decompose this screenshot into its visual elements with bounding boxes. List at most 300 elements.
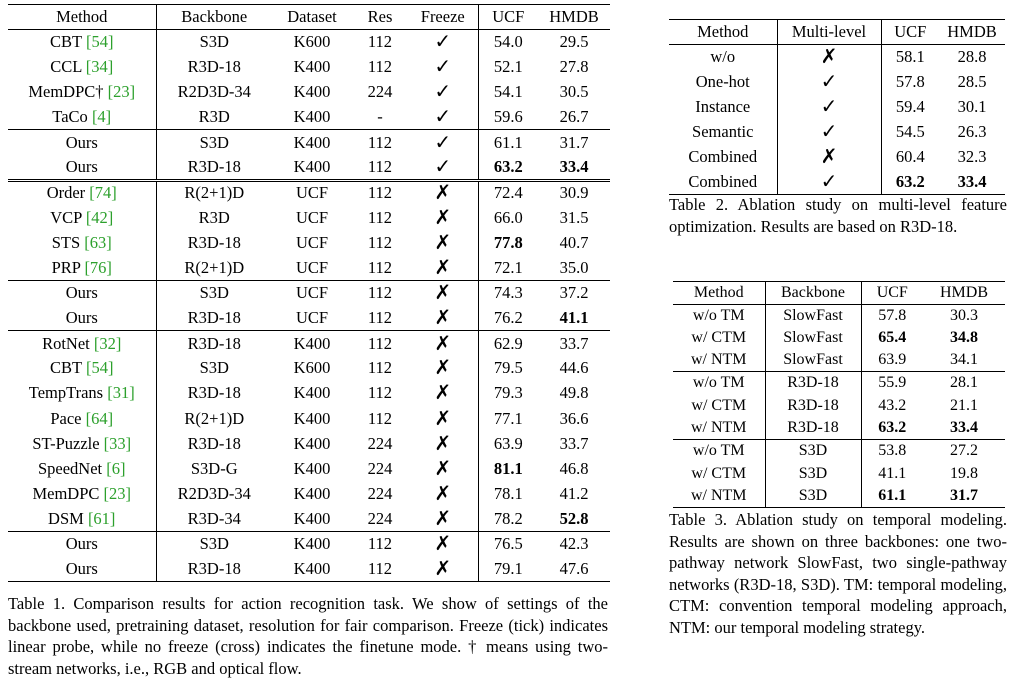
table-row bbox=[673, 394, 1005, 417]
cross-icon: ✗ bbox=[434, 505, 452, 530]
multi-level-cell bbox=[777, 120, 881, 145]
column-header: UCF bbox=[861, 282, 923, 305]
hmdb-cell: 28.5 bbox=[957, 72, 987, 91]
citation-link[interactable]: [33] bbox=[103, 433, 132, 453]
backbone-cell: R2D3D-34 bbox=[177, 82, 251, 102]
hmdb-cell: 31.7 bbox=[538, 130, 610, 155]
method-cell: SpeedNet [6] bbox=[8, 456, 156, 481]
ucf-cell: 77.8 bbox=[493, 232, 523, 252]
method-cell: w/o bbox=[669, 45, 777, 70]
ucf-cell: 65.4 bbox=[878, 328, 907, 346]
ucf-cell: 79.5 bbox=[493, 358, 523, 378]
method-cell: Ours bbox=[8, 531, 156, 556]
resolution-cell: 112 bbox=[367, 156, 393, 176]
dataset-cell: UCF bbox=[295, 232, 329, 252]
table-row bbox=[673, 327, 1005, 350]
table-row bbox=[8, 431, 610, 456]
cross-icon: ✗ bbox=[820, 44, 838, 69]
backbone-cell: R3D-18 bbox=[187, 307, 241, 327]
cross-icon: ✗ bbox=[434, 555, 452, 580]
method-cell: PRP [76] bbox=[8, 255, 156, 280]
backbone-cell: SlowFast bbox=[765, 327, 861, 350]
table-row bbox=[673, 440, 1005, 463]
cross-icon: ✗ bbox=[434, 280, 452, 305]
hmdb-cell: 30.3 bbox=[950, 306, 978, 324]
hmdb-cell: 31.5 bbox=[559, 207, 589, 227]
dataset-cell: K400 bbox=[293, 483, 331, 503]
hmdb-cell: 40.7 bbox=[559, 232, 589, 252]
cross-icon: ✗ bbox=[434, 430, 452, 455]
tick-icon: ✓ bbox=[820, 168, 838, 193]
ucf-cell: 78.2 bbox=[493, 508, 523, 528]
backbone-cell: S3D bbox=[765, 462, 861, 485]
method-cell: TempTrans [31] bbox=[8, 381, 156, 406]
freeze-cell bbox=[408, 80, 478, 105]
resolution-cell: 112 bbox=[367, 558, 393, 578]
freeze-cell bbox=[408, 255, 478, 280]
resolution-cell: 112 bbox=[367, 307, 393, 327]
dataset-cell: K400 bbox=[293, 458, 331, 478]
citation-link[interactable]: [31] bbox=[107, 383, 135, 403]
cross-icon: ✗ bbox=[434, 355, 452, 380]
citation-link[interactable]: [61] bbox=[87, 508, 116, 528]
dataset-cell: K400 bbox=[293, 82, 331, 102]
resolution-cell: 112 bbox=[367, 257, 393, 277]
backbone-cell: R3D-34 bbox=[187, 508, 241, 528]
column-header: HMDB bbox=[923, 282, 1005, 305]
method-cell: CBT [54] bbox=[8, 356, 156, 381]
table-row bbox=[669, 70, 1005, 95]
hmdb-cell: 26.3 bbox=[957, 122, 987, 141]
table-row bbox=[8, 155, 610, 180]
citation-link[interactable]: [64] bbox=[85, 408, 114, 428]
hmdb-cell: 28.1 bbox=[923, 372, 1005, 395]
ucf-cell: 41.1 bbox=[878, 464, 907, 482]
freeze-cell bbox=[408, 281, 478, 306]
citation-link[interactable]: [74] bbox=[89, 183, 117, 203]
table-2-multi-level-ablation bbox=[669, 19, 1005, 195]
resolution-cell: 112 bbox=[367, 32, 393, 52]
method-cell: Pace [64] bbox=[8, 406, 156, 431]
method-cell: Combined bbox=[669, 170, 777, 195]
resolution-cell: 224 bbox=[367, 508, 393, 528]
resolution-cell: 224 bbox=[367, 82, 393, 102]
table-row bbox=[669, 45, 1005, 70]
method-cell: Order [74] bbox=[8, 180, 156, 205]
method-cell: Ours bbox=[8, 130, 156, 155]
hmdb-cell: 31.7 bbox=[950, 486, 978, 504]
hmdb-cell: 33.7 bbox=[538, 331, 610, 356]
hmdb-cell: 33.4 bbox=[957, 171, 987, 191]
backbone-cell: R3D-18 bbox=[187, 232, 241, 252]
hmdb-cell: 44.6 bbox=[559, 358, 589, 378]
table-row bbox=[8, 381, 610, 406]
method-cell: CBT [54] bbox=[8, 30, 156, 55]
freeze-cell bbox=[408, 481, 478, 506]
column-header: UCF bbox=[478, 5, 538, 30]
column-header: Res bbox=[352, 5, 408, 30]
method-cell: Ours bbox=[8, 557, 156, 582]
method-cell: RotNet [32] bbox=[8, 331, 156, 356]
cross-icon: ✗ bbox=[434, 455, 452, 480]
ucf-cell: 54.0 bbox=[493, 32, 523, 52]
resolution-cell: 112 bbox=[367, 207, 393, 227]
hmdb-cell: 46.8 bbox=[559, 458, 589, 478]
ucf-cell: 63.2 bbox=[878, 419, 907, 437]
backbone-cell: R3D-18 bbox=[156, 331, 272, 356]
hmdb-cell: 30.9 bbox=[538, 180, 610, 205]
table-row bbox=[8, 356, 610, 381]
backbone-cell: S3D bbox=[199, 358, 229, 378]
hmdb-cell: 42.3 bbox=[538, 531, 610, 556]
ucf-cell: 53.8 bbox=[861, 440, 923, 463]
hmdb-cell: 52.8 bbox=[559, 508, 589, 528]
resolution-cell: 112 bbox=[352, 130, 408, 155]
citation-link[interactable]: [42] bbox=[85, 207, 114, 227]
backbone-cell: S3D bbox=[156, 531, 272, 556]
method-cell: w/o TM bbox=[673, 304, 765, 327]
cross-icon: ✗ bbox=[434, 180, 452, 205]
hmdb-cell: 28.8 bbox=[957, 47, 987, 67]
hmdb-cell: 27.2 bbox=[923, 440, 1005, 463]
freeze-cell bbox=[408, 331, 478, 356]
table-row bbox=[8, 557, 610, 582]
backbone-cell: R3D-18 bbox=[187, 433, 241, 453]
dataset-cell: K400 bbox=[293, 408, 331, 428]
table-row bbox=[673, 349, 1005, 372]
table-row bbox=[8, 531, 610, 556]
table-row bbox=[8, 105, 610, 130]
table-row bbox=[673, 485, 1005, 508]
column-header: Method bbox=[8, 5, 156, 30]
multi-level-cell bbox=[777, 95, 881, 120]
table-row bbox=[8, 30, 610, 55]
freeze-cell bbox=[408, 180, 478, 205]
hmdb-cell: 33.4 bbox=[559, 156, 589, 176]
dataset-cell: UCF bbox=[295, 257, 329, 277]
table-row bbox=[673, 304, 1005, 327]
column-header: Dataset bbox=[272, 5, 352, 30]
hmdb-cell: 35.0 bbox=[559, 257, 589, 277]
table-row bbox=[8, 255, 610, 280]
table-row bbox=[8, 230, 610, 255]
table-row bbox=[8, 331, 610, 356]
tick-icon: ✓ bbox=[820, 94, 838, 118]
hmdb-cell: 30.1 bbox=[957, 97, 987, 116]
backbone-cell: S3D bbox=[765, 485, 861, 508]
ucf-cell: 57.8 bbox=[878, 306, 907, 324]
ucf-cell: 63.2 bbox=[895, 171, 925, 191]
citation-link[interactable]: [34] bbox=[85, 57, 114, 77]
ucf-cell: 72.4 bbox=[478, 180, 538, 205]
column-header: HMDB bbox=[538, 5, 610, 30]
method-cell: MemDPC† [23] bbox=[8, 80, 156, 105]
method-cell: w/ NTM bbox=[673, 417, 765, 440]
freeze-cell bbox=[408, 105, 478, 130]
ucf-cell: 74.3 bbox=[478, 281, 538, 306]
ucf-cell: 58.1 bbox=[895, 47, 925, 67]
cross-icon: ✗ bbox=[434, 229, 452, 254]
hmdb-cell: 41.2 bbox=[559, 483, 589, 503]
ucf-cell: 76.2 bbox=[493, 307, 523, 327]
method-cell: STS [63] bbox=[8, 230, 156, 255]
hmdb-cell: 41.1 bbox=[559, 307, 589, 327]
hmdb-cell: 30.5 bbox=[559, 82, 589, 102]
tick-icon: ✓ bbox=[434, 29, 452, 54]
resolution-cell: 224 bbox=[367, 483, 393, 503]
column-header: Backbone bbox=[156, 5, 272, 30]
resolution-cell: 112 bbox=[367, 57, 393, 77]
table-1-caption: Table 1. Comparison results for action recognition task. We show of settings of the backbone used, pretraining dataset, resolution for fair comparison. Freeze (tick) indicates linear probe, while no freeze (cross) indicates the finetune mode. † means using two-stream networks, i.e., RGB and optical flow. bbox=[8, 594, 608, 678]
dataset-cell: K400 bbox=[272, 531, 352, 556]
citation-link[interactable]: [23] bbox=[103, 483, 132, 503]
table-row bbox=[8, 130, 610, 155]
ucf-cell: 63.9 bbox=[878, 351, 907, 369]
column-header: Method bbox=[669, 20, 777, 45]
ucf-cell: 79.3 bbox=[493, 383, 523, 403]
dataset-cell: K400 bbox=[293, 57, 331, 77]
ucf-cell: 78.1 bbox=[493, 483, 523, 503]
freeze-cell bbox=[408, 456, 478, 481]
tick-icon: ✓ bbox=[434, 54, 452, 79]
method-cell: Combined bbox=[669, 145, 777, 170]
cross-icon: ✗ bbox=[434, 531, 452, 556]
ucf-cell: 54.1 bbox=[493, 82, 523, 102]
method-cell: MemDPC [23] bbox=[8, 481, 156, 506]
table-row bbox=[673, 417, 1005, 440]
method-cell: TaCo [4] bbox=[8, 105, 156, 130]
resolution-cell: 224 bbox=[367, 458, 393, 478]
backbone-cell: R3D-18 bbox=[187, 558, 241, 578]
dataset-cell: K600 bbox=[293, 32, 331, 52]
resolution-cell: 112 bbox=[367, 358, 393, 378]
table-row bbox=[669, 95, 1005, 120]
table-row bbox=[669, 145, 1005, 170]
hmdb-cell: 26.7 bbox=[559, 107, 589, 127]
freeze-cell bbox=[408, 356, 478, 381]
freeze-cell bbox=[408, 30, 478, 55]
table-row bbox=[8, 506, 610, 531]
ucf-cell: 52.1 bbox=[493, 57, 523, 77]
table-row bbox=[8, 80, 610, 105]
citation-link[interactable]: [63] bbox=[84, 232, 112, 252]
table-row bbox=[669, 120, 1005, 145]
table-row bbox=[8, 55, 610, 80]
dataset-cell: K600 bbox=[293, 358, 331, 378]
ucf-cell: 54.5 bbox=[895, 122, 925, 141]
backbone-cell: R3D bbox=[198, 207, 230, 227]
table-row bbox=[673, 462, 1005, 485]
multi-level-cell bbox=[777, 145, 881, 170]
column-header: UCF bbox=[881, 20, 939, 45]
tick-icon: ✓ bbox=[820, 69, 838, 93]
hmdb-cell: 34.1 bbox=[950, 351, 978, 369]
freeze-cell bbox=[408, 306, 478, 331]
freeze-cell bbox=[408, 381, 478, 406]
freeze-cell bbox=[408, 130, 478, 155]
tick-icon: ✓ bbox=[434, 79, 452, 104]
backbone-cell: R3D-18 bbox=[187, 57, 241, 77]
ucf-cell: 55.9 bbox=[861, 372, 923, 395]
method-cell: One-hot bbox=[669, 70, 777, 95]
resolution-cell: 112 bbox=[367, 232, 393, 252]
dataset-cell: K400 bbox=[293, 156, 331, 176]
hmdb-cell: 32.3 bbox=[957, 147, 987, 166]
table-header-row bbox=[669, 20, 1005, 45]
ucf-cell: 79.1 bbox=[493, 558, 523, 578]
freeze-cell bbox=[408, 155, 478, 180]
dataset-cell: UCF bbox=[295, 207, 329, 227]
ucf-cell: 63.9 bbox=[493, 433, 523, 453]
cross-icon: ✗ bbox=[434, 405, 452, 430]
column-header: HMDB bbox=[939, 20, 1005, 45]
resolution-cell: 112 bbox=[352, 331, 408, 356]
backbone-cell: R3D-18 bbox=[187, 383, 241, 403]
dataset-cell: UCF bbox=[272, 281, 352, 306]
ucf-cell: 60.4 bbox=[895, 147, 925, 166]
hmdb-cell: 29.5 bbox=[559, 32, 589, 52]
dataset-cell: K400 bbox=[293, 508, 331, 528]
method-cell: Semantic bbox=[669, 120, 777, 145]
dataset-cell: K400 bbox=[272, 130, 352, 155]
method-cell: w/o TM bbox=[673, 372, 765, 395]
freeze-cell bbox=[408, 205, 478, 230]
table-row bbox=[8, 205, 610, 230]
table-row bbox=[8, 456, 610, 481]
backbone-cell: R3D-18 bbox=[187, 156, 241, 176]
freeze-cell bbox=[408, 557, 478, 582]
method-cell: w/ CTM bbox=[673, 327, 765, 350]
freeze-cell bbox=[408, 506, 478, 531]
hmdb-cell: 19.8 bbox=[950, 464, 978, 482]
backbone-cell: R3D-18 bbox=[765, 372, 861, 395]
ucf-cell: 43.2 bbox=[878, 396, 907, 414]
dataset-cell: UCF bbox=[272, 180, 352, 205]
method-cell: w/ CTM bbox=[673, 462, 765, 485]
column-header: Multi-level bbox=[777, 20, 881, 45]
tick-icon: ✓ bbox=[820, 119, 838, 143]
citation-link[interactable]: [32] bbox=[93, 333, 122, 353]
method-cell: w/o TM bbox=[673, 440, 765, 463]
column-header: Method bbox=[673, 282, 765, 305]
resolution-cell: 112 bbox=[367, 383, 393, 403]
ucf-cell: 61.1 bbox=[878, 486, 907, 504]
method-cell: VCP [42] bbox=[8, 205, 156, 230]
ucf-cell: 63.2 bbox=[493, 156, 523, 176]
hmdb-cell: 27.8 bbox=[559, 57, 589, 77]
ucf-cell: 72.1 bbox=[493, 257, 523, 277]
table-header-row bbox=[8, 5, 610, 30]
dataset-cell: K400 bbox=[293, 107, 331, 127]
ucf-cell: 81.1 bbox=[493, 458, 523, 478]
method-cell: w/ NTM bbox=[673, 349, 765, 372]
table-header-row bbox=[673, 282, 1005, 305]
backbone-cell: S3D bbox=[156, 281, 272, 306]
ucf-cell: 62.9 bbox=[478, 331, 538, 356]
freeze-cell bbox=[408, 406, 478, 431]
backbone-cell: R(2+1)D bbox=[184, 257, 245, 277]
method-cell: Ours bbox=[8, 155, 156, 180]
tick-icon: ✓ bbox=[434, 153, 452, 178]
multi-level-cell bbox=[777, 45, 881, 70]
hmdb-cell: 34.8 bbox=[950, 328, 978, 346]
method-cell: DSM [61] bbox=[8, 506, 156, 531]
dataset-cell: K400 bbox=[293, 433, 331, 453]
column-header: Freeze bbox=[408, 5, 478, 30]
tick-icon: ✓ bbox=[434, 129, 452, 154]
resolution-cell: 112 bbox=[367, 408, 393, 428]
citation-link[interactable]: [54] bbox=[85, 32, 114, 52]
table-row bbox=[8, 406, 610, 431]
backbone-cell: R(2+1)D bbox=[156, 180, 272, 205]
citation-link[interactable]: [76] bbox=[84, 257, 112, 277]
cross-icon: ✗ bbox=[434, 480, 452, 505]
method-cell: Instance bbox=[669, 95, 777, 120]
resolution-cell: 112 bbox=[352, 281, 408, 306]
citation-link[interactable]: [23] bbox=[107, 82, 136, 102]
table-row bbox=[8, 281, 610, 306]
backbone-cell: SlowFast bbox=[765, 304, 861, 327]
cross-icon: ✗ bbox=[434, 380, 452, 405]
backbone-cell: R3D-18 bbox=[765, 417, 861, 440]
resolution-cell: 224 bbox=[367, 433, 393, 453]
cross-icon: ✗ bbox=[434, 204, 452, 229]
citation-link[interactable]: [4] bbox=[91, 107, 112, 127]
cross-icon: ✗ bbox=[434, 304, 452, 329]
column-header: Backbone bbox=[765, 282, 861, 305]
tick-icon: ✓ bbox=[434, 104, 452, 129]
method-cell: Ours bbox=[8, 281, 156, 306]
resolution-cell: 112 bbox=[352, 531, 408, 556]
ucf-cell: 59.6 bbox=[493, 107, 523, 127]
resolution-cell: 112 bbox=[352, 180, 408, 205]
hmdb-cell: 37.2 bbox=[538, 281, 610, 306]
table-row bbox=[8, 481, 610, 506]
citation-link[interactable]: [54] bbox=[85, 358, 114, 378]
hmdb-cell: 47.6 bbox=[559, 558, 589, 578]
freeze-cell bbox=[408, 531, 478, 556]
table-row bbox=[669, 170, 1005, 195]
hmdb-cell: 49.8 bbox=[559, 383, 589, 403]
ucf-cell: 76.5 bbox=[478, 531, 538, 556]
dataset-cell: K400 bbox=[272, 331, 352, 356]
table-row bbox=[8, 180, 610, 205]
method-cell: w/ CTM bbox=[673, 394, 765, 417]
backbone-cell: S3D-G bbox=[190, 458, 238, 478]
table-2-caption: Table 2. Ablation study on multi-level feature optimization. Results are based on R3D-18. bbox=[669, 195, 1007, 236]
hmdb-cell: 33.7 bbox=[559, 433, 589, 453]
freeze-cell bbox=[408, 431, 478, 456]
backbone-cell: S3D bbox=[199, 32, 229, 52]
ucf-cell: 66.0 bbox=[493, 207, 523, 227]
hmdb-cell: 33.4 bbox=[950, 419, 978, 437]
backbone-cell: SlowFast bbox=[765, 349, 861, 372]
table-row bbox=[673, 372, 1005, 395]
dataset-cell: K400 bbox=[293, 558, 331, 578]
method-cell: Ours bbox=[8, 306, 156, 331]
multi-level-cell bbox=[777, 170, 881, 195]
cross-icon: ✗ bbox=[820, 144, 838, 168]
hmdb-cell: 36.6 bbox=[559, 408, 589, 428]
ucf-cell: 57.8 bbox=[895, 72, 925, 91]
freeze-cell bbox=[408, 230, 478, 255]
citation-link[interactable]: [6] bbox=[106, 458, 126, 478]
dataset-cell: K400 bbox=[293, 383, 331, 403]
ucf-cell: 59.4 bbox=[895, 97, 925, 116]
method-cell: CCL [34] bbox=[8, 55, 156, 80]
table-row bbox=[8, 306, 610, 331]
table-3-temporal-modeling-ablation bbox=[673, 281, 1005, 508]
